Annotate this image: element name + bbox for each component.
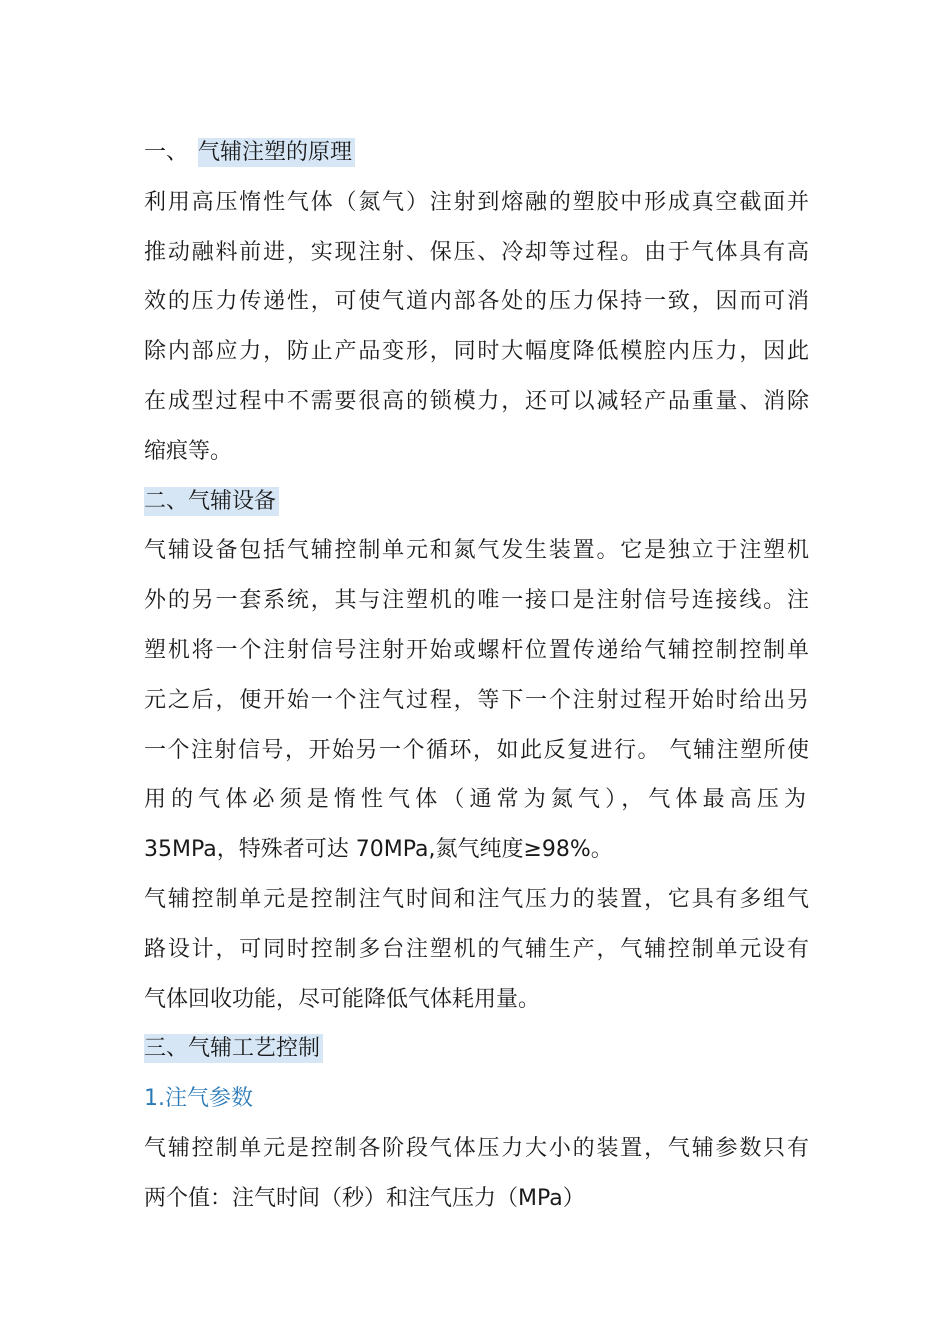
section-1-heading — [144, 128, 809, 178]
section-1-line: 效的压力传递性，可使气道内部各处的压力保持一致，因而可消 — [144, 289, 809, 315]
section-2-para-1-line: 气辅设备包括气辅控制单元和氮气发生装置。它是独立于注塑机 — [144, 538, 809, 564]
section-2-para-2-line: 气体回收功能，尽可能降低气体耗用量。 — [144, 986, 541, 1012]
section-2-para-1-line: 元之后，便开始一个注气过程，等下一个注射过程开始时给出另 — [144, 687, 809, 713]
section-1-line: 在成型过程中不需要很高的锁模力，还可以减轻产品重量、消除 — [144, 388, 809, 414]
section-2-para-1-line: 用的气体必须是惰性气体（通常为氮气），气体最高压为 — [144, 787, 809, 813]
section-1-line: 缩痕等。 — [144, 438, 233, 464]
section-2-para-2-line: 路设计，可同时控制多台注塑机的气辅生产，气辅控制单元设有 — [144, 936, 809, 962]
section-2-para-1-line: 一个注射信号，开始另一个循环，如此反复进行。 气辅注塑所使 — [144, 737, 809, 763]
section-1-line: 利用高压惰性气体（氮气）注射到熔融的塑胶中形成真空截面并 — [144, 189, 809, 215]
subsection-1-title: 1.注气参数 — [144, 1086, 253, 1112]
section-3-heading — [144, 1024, 809, 1074]
section-2-para-1-line: 35MPa，特殊者可达 70MPa,氮气纯度≥98%。 — [144, 837, 613, 863]
document-page — [144, 128, 809, 1224]
section-1-line: 推动融料前进，实现注射、保压、冷却等过程。由于气体具有高 — [144, 239, 809, 265]
section-1-title: 气辅注塑的原理 — [198, 138, 355, 167]
section-2-para-1-line: 塑机将一个注射信号注射开始或螺杆位置传递给气辅控制控制单 — [144, 637, 809, 663]
subsection-1-line: 两个值：注气时间（秒）和注气压力（MPa） — [144, 1185, 585, 1211]
section-2-para-2-line: 气辅控制单元是控制注气时间和注气压力的装置，它具有多组气 — [144, 886, 809, 912]
subsection-1-line: 气辅控制单元是控制各阶段气体压力大小的装置，气辅参数只有 — [144, 1135, 809, 1161]
section-1-number: 一、 — [144, 140, 189, 165]
section-2-para-1-line: 外的另一套系统，其与注塑机的唯一接口是注射信号连接线。注 — [144, 588, 809, 614]
section-2-heading — [144, 477, 809, 527]
section-3-title: 三、气辅工艺控制 — [144, 1034, 323, 1063]
section-2-title: 二、气辅设备 — [144, 487, 279, 516]
section-1-line: 除内部应力，防止产品变形，同时大幅度降低模腔内压力，因此 — [144, 339, 809, 365]
